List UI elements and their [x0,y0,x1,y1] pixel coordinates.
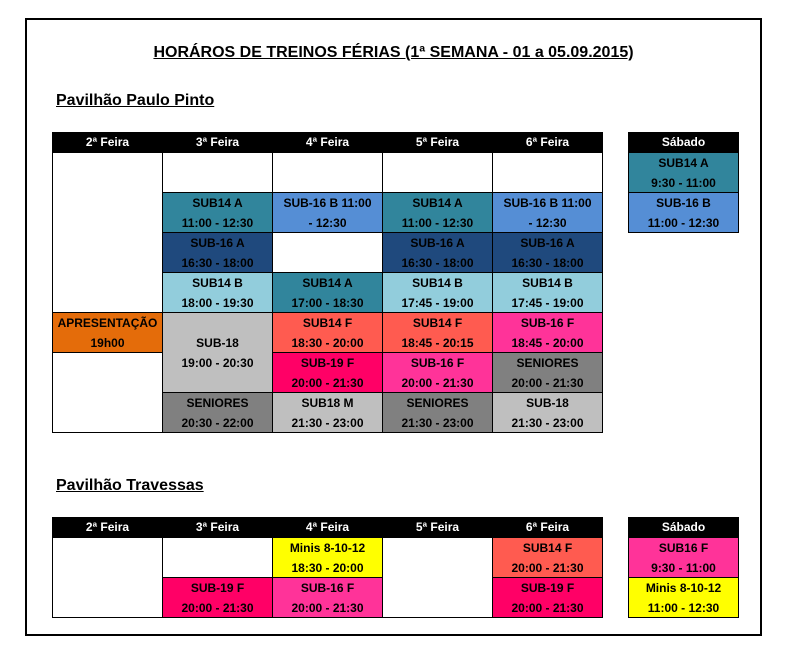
session-time: 18:45 - 20:15 [401,335,474,350]
session-label: SUB-16 A [520,235,575,250]
session-label: SUB16 F [658,540,709,555]
session-time: 21:30 - 23:00 [401,415,474,430]
session-label: SUB14 A [302,275,353,290]
day-header: 5ª Feira [382,132,493,152]
schedule-cell [382,352,493,393]
session-label: SUB-16 F [410,355,465,370]
session-time: 20:00 - 21:30 [511,375,584,390]
empty-cell [52,537,163,618]
session-label: SUB-19 F [300,355,355,370]
venue-title-travessas: Pavilhão Travessas [56,477,204,494]
session-label: SUB14 F [522,540,573,555]
session-time: 21:30 - 23:00 [511,415,584,430]
session-label: SUB-16 A [410,235,465,250]
schedule-cell [162,272,273,313]
schedule-cell [382,272,493,313]
session-label: SUB14 B [192,275,243,290]
session-label: SUB14 B [412,275,463,290]
schedule-cell [272,272,383,313]
schedule-cell [162,232,273,273]
day-header: 6ª Feira [492,517,603,537]
session-time: - 12:30 [308,215,347,230]
schedule-cell [492,192,603,233]
schedule-cell [162,392,273,433]
session-label: SUB-19 F [520,580,575,595]
session-time: 19h00 [90,335,125,350]
schedule-cell [382,312,493,353]
session-label: SUB-16 B 11:00 [283,195,372,210]
session-time: 16:30 - 18:00 [401,255,474,270]
session-label: SENIORES [516,355,579,370]
session-time: 18:45 - 20:00 [511,335,584,350]
empty-cell [382,537,493,618]
session-time: 16:30 - 18:00 [511,255,584,270]
session-time: 18:30 - 20:00 [291,335,364,350]
session-time: 20:00 - 21:30 [291,375,364,390]
session-time: 9:30 - 11:00 [651,175,716,190]
schedule-cell [492,352,603,393]
day-header-saturday: Sábado [628,517,739,537]
session-time: 19:00 - 20:30 [181,355,254,370]
page-title: HORÁROS DE TREINOS FÉRIAS (1ª SEMANA - 01 a 05.09.2015) [153,44,634,61]
empty-cell [382,152,493,193]
empty-cell [272,232,383,273]
session-time: 11:00 - 12:30 [647,600,720,615]
session-label: Minis 8-10-12 [645,580,722,595]
schedule-cell [272,392,383,433]
empty-cell [52,352,163,433]
schedule-cell [52,312,163,353]
session-time: 20:00 - 21:30 [511,600,584,615]
session-time: 20:00 - 21:30 [291,600,364,615]
day-header: 3ª Feira [162,132,273,152]
session-time: 16:30 - 18:00 [181,255,254,270]
schedule-cell [628,537,739,578]
schedule-cell [272,192,383,233]
session-label: SUB14 F [412,315,463,330]
schedule-cell [162,312,273,393]
session-label: SUB-16 B 11:00 [503,195,592,210]
session-time: 11:00 - 12:30 [401,215,474,230]
schedule-cell [272,537,383,578]
day-header: 5ª Feira [382,517,493,537]
day-header: 2ª Feira [52,132,163,152]
session-label: SENIORES [406,395,469,410]
schedule-cell [272,312,383,353]
day-header: 4ª Feira [272,517,383,537]
schedule-cell [162,577,273,618]
session-time: 17:45 - 19:00 [511,295,584,310]
schedule-cell [628,192,739,233]
schedule-cell [382,192,493,233]
session-time: 20:00 - 21:30 [181,600,254,615]
session-time: 20:30 - 22:00 [181,415,254,430]
session-time: 11:00 - 12:30 [647,215,720,230]
schedule-cell [492,392,603,433]
session-label: SUB-18 [526,395,569,410]
venue-title-paulo-pinto: Pavilhão Paulo Pinto [56,92,215,109]
empty-cell [52,152,163,313]
empty-cell [162,537,273,578]
session-time: 18:00 - 19:30 [181,295,254,310]
session-label: SUB-16 F [520,315,575,330]
schedule-cell [492,537,603,578]
day-header: 2ª Feira [52,517,163,537]
empty-cell [272,152,383,193]
session-time: 18:30 - 20:00 [291,560,364,575]
empty-cell [492,152,603,193]
schedule-cell [162,192,273,233]
session-time: 17:45 - 19:00 [401,295,474,310]
schedule-cell [492,577,603,618]
schedule-cell [382,232,493,273]
empty-cell [162,152,273,193]
session-time: 20:00 - 21:30 [401,375,474,390]
day-header: 4ª Feira [272,132,383,152]
session-label: SUB-16 A [190,235,245,250]
session-label: SUB14 A [658,155,709,170]
session-label: SUB-16 B [656,195,711,210]
schedule-cell [382,392,493,433]
session-label: SUB18 M [301,395,354,410]
session-label: SUB-19 F [190,580,245,595]
session-label: SUB-16 F [300,580,355,595]
session-time: 17:00 - 18:30 [291,295,364,310]
schedule-cell [272,577,383,618]
session-time: - 12:30 [528,215,567,230]
session-label: Minis 8-10-12 [289,540,366,555]
day-header: 3ª Feira [162,517,273,537]
session-label: SENIORES [186,395,249,410]
day-header-saturday: Sábado [628,132,739,152]
schedule-cell [272,352,383,393]
schedule-cell [628,152,739,193]
session-time: 11:00 - 12:30 [181,215,254,230]
session-label: APRESENTAÇÃO [57,315,158,330]
schedule-cell [492,232,603,273]
schedule-cell [492,312,603,353]
schedule-cell [492,272,603,313]
session-label: SUB14 F [302,315,353,330]
session-time: 20:00 - 21:30 [511,560,584,575]
schedule-cell [628,577,739,618]
session-label: SUB14 A [412,195,463,210]
session-time: 21:30 - 23:00 [291,415,364,430]
session-label: SUB14 B [522,275,573,290]
session-label: SUB-18 [196,335,239,350]
day-header: 6ª Feira [492,132,603,152]
session-time: 9:30 - 11:00 [651,560,716,575]
session-label: SUB14 A [192,195,243,210]
